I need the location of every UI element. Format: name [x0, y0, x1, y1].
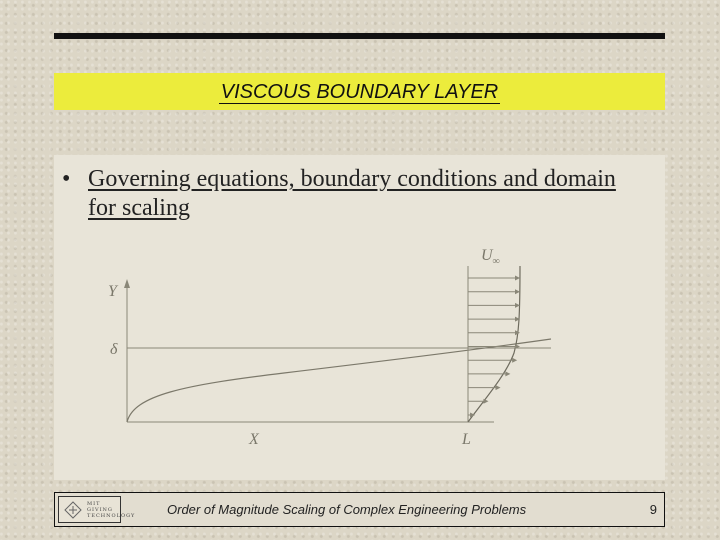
velocity-arrowhead	[483, 399, 488, 404]
velocity-arrowhead	[505, 371, 510, 376]
logo-text: MIT GIVING TECHNOLOGY	[87, 501, 136, 519]
velocity-arrows	[468, 276, 520, 418]
title-band	[54, 73, 665, 110]
x-label: X	[249, 431, 259, 448]
boundary-layer-diagram	[54, 235, 665, 460]
bullet-marker: •	[62, 166, 71, 192]
logo-emblem-icon	[62, 499, 84, 521]
y-axis-arrowhead	[124, 279, 130, 288]
top-rule	[54, 33, 665, 39]
velocity-arrowhead	[496, 385, 501, 390]
footer	[54, 492, 665, 527]
slide-title: VISCOUS BOUNDARY LAYER	[220, 81, 499, 103]
mit-logo	[58, 496, 136, 523]
y-label: Y	[108, 283, 117, 300]
page-number: 9	[649, 502, 657, 517]
footer-title: Order of Magnitude Scaling of Complex Engineering Problems	[167, 502, 527, 517]
velocity-arrowhead	[512, 358, 517, 363]
l-label: L	[462, 431, 471, 448]
velocity-arrowhead	[515, 276, 520, 281]
delta-label: δ	[110, 341, 118, 358]
boundary-layer-curve	[127, 339, 551, 422]
bullet-text: Governing equations, boundary conditions and domain for scaling	[88, 166, 616, 221]
u-infinity-label: $U_\infty$	[481, 247, 500, 267]
